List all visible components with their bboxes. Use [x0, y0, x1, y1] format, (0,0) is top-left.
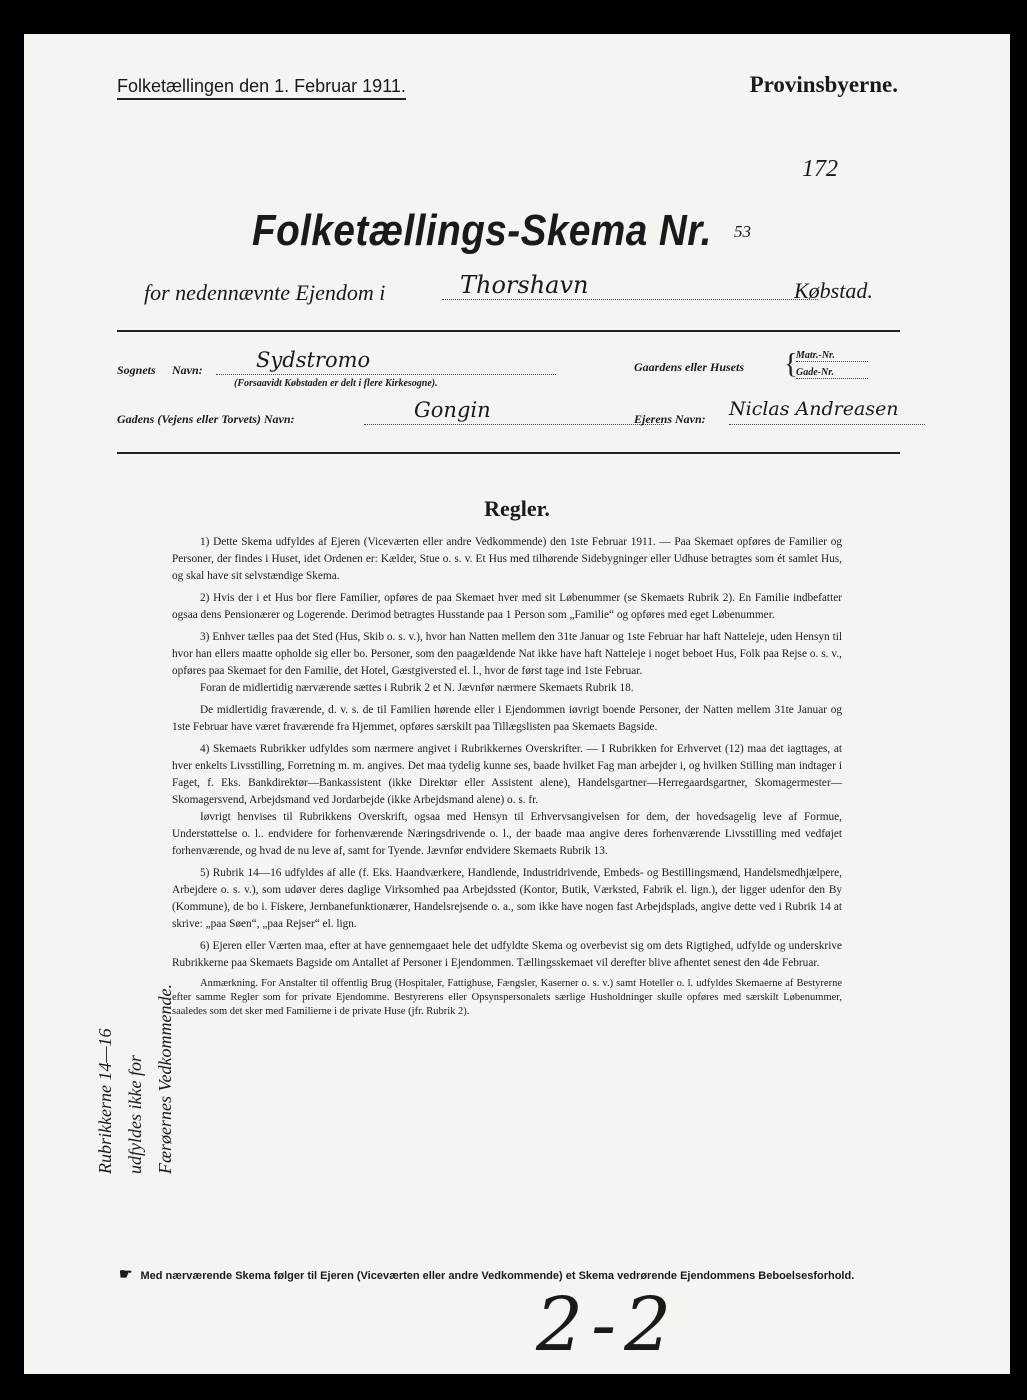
rule-paragraph: 2) Hvis der i et Hus bor flere Familier, opføres de paa Skemaet hver med sit Løbenummer (se Skemaets Rubrik 2). En Familie indbefatter ogsaa dens Pensionærer og Logerende. Derimod betragtes Husstande paa 1 Person som „Familie“ og opføres med eget Løbenummer. — [172, 592, 842, 621]
rule-paragraph: 4) Skemaets Rubrikker udfyldes som nærmere angivet i Rubrikkernes Overskrifter. — I Rubrikken for Erhvervet (12) maa det iagttages, at hver enkelts Livsstilling, Forretning m. m. angives. Det maa tydelig kunne ses, baade hvilket Fag man arbejder i, og hvilken Stilling man indtager i Faget, f. Eks. Bankdirektør—Bankassistent (ikke Direktør eller Assistent alene), Handelsgartner—Herregaardsgartner, Skomagermester—Skomagersvend, Arbejdsmand ved Jordarbejde (ikke Arbejdsmand alene) o. s. fr. — [172, 743, 842, 806]
parish-value: Sydstromo — [216, 348, 556, 375]
rule-paragraph: 6) Ejeren eller Værten maa, efter at have gennemgaaet hele det udfyldte Skema og overbevist sig om dets Rigtighed, udfylde og underskrive Rubrikkerne paa Skemaets Bagside om Antallet af Personer i Ejendommen. Tællingsskemaet vil derefter blive afhentet senest den 4de Februar. — [172, 940, 842, 969]
page-number: 172 — [802, 156, 838, 182]
matr-label: Matr.-Nr. — [796, 350, 868, 362]
parish-note: (Forsaavidt Købstaden er delt i flere Kirkesogne). — [234, 378, 438, 389]
farm-label: Gaardens eller Husets — [634, 360, 745, 374]
rule-paragraph: Iøvrigt henvises til Rubrikkens Overskrift, ogsaa med Hensyn til Erhvervsangivelsen for dem, der hovedsagelig leve af Formue, Understøttelse o. l.. endvidere for forhenværende Næringsdrivende o. l., der baade maa angive deres forhenværende Livsstilling med vedføjet forhenværende, og hvad de nu leve af, samt for Tyende. Jævnfør endvidere Skemaets Rubrik 13. — [172, 811, 842, 857]
property-suffix: Købstad. — [794, 278, 873, 303]
footer-note — [119, 1266, 859, 1285]
parish-label-1: Sognets — [117, 363, 156, 377]
brace-glyph: { — [784, 349, 798, 380]
parish-label-2: Navn: — [172, 363, 203, 377]
top-divider — [117, 330, 900, 332]
region-heading: Provinsbyerne. — [749, 72, 898, 97]
form-number: 53 — [734, 222, 751, 241]
rule-paragraph: De midlertidig fraværende, d. v. s. de til Familien hørende eller i Ejendommen iøvrigt boende Personer, der Natten mellem 31te Januar og 1ste Februar have været fraværende fra Hjemmet, opføres særskilt paa Tillægslisten paa Skemaets Bagside. — [172, 704, 842, 733]
note-paragraph: Anmærkning. For Anstalter til offentlig Brug (Hospitaler, Fattighuse, Fængsler, Kaserner o. s. v.) samt Hoteller o. l. udfyldes Skemaerne af Bestyrerne efter samme Regler som for private Ejendomme. Bestyrerens eller Opsynspersonalets særlige Husholdninger skulle opføres med særskilt Løbenummer, saaledes som det sker med Familierne i de private Huse (jfr. Rubrik 2). — [172, 978, 842, 1017]
town-value: Thorshavn — [442, 271, 818, 300]
margin-note-line: udfyldes ikke for — [125, 1055, 145, 1174]
rules-body — [172, 534, 842, 1024]
handwritten-number: 2-2 — [536, 1282, 680, 1368]
owner-value: Niclas Andreasen — [729, 398, 925, 425]
rules-heading: Regler. — [484, 496, 550, 521]
street-value: Gongin — [364, 398, 664, 425]
margin-note — [90, 934, 180, 1174]
pointing-hand-icon: ☛ — [119, 1266, 133, 1283]
owner-label: Ejerens Navn: — [634, 412, 706, 426]
footer-text: Med nærværende Skema følger til Ejeren (Viceværten eller andre Vedkommende) et Skema vedrørende Ejendommens Beboelsesforhold. — [140, 1270, 855, 1282]
gade-label: Gade-Nr. — [796, 367, 868, 379]
street-label: Gadens (Vejens eller Torvets) Navn: — [117, 412, 295, 426]
margin-note-line: Rubrikkerne 14—16 — [95, 1028, 115, 1174]
census-date-heading: Folketællingen den 1. Februar 1911. — [117, 76, 406, 100]
rule-paragraph: 5) Rubrik 14—16 udfyldes af alle (f. Eks. Haandværkere, Handlende, Industridrivende, Embeds- og Bestillingsmænd, Handelsmedhjælpere, Arbejdere o. s. v.), som udøver deres daglige Virksomhed paa Arbejdssted (Kontor, Butik, Værksted, Fabrik el. lign.), der ligger udenfor den By (Kommune), de bo i. Fiskere, Jernbanefunktionærer, Handelsrejsende o. a., som ikke have nogen fast Arbejdsplads, angive dette ved i Rubrik 14 at skrive: „paa Søen“, „paa Rejser“ el. lign. — [172, 867, 842, 930]
rule-paragraph: 3) Enhver tælles paa det Sted (Hus, Skib o. s. v.), hvor han Natten mellem den 31te Januar og 1ste Februar har haft Natteleje, uden Hensyn til hvor han ellers maatte opholde sig eller bo. Personer, som den paagældende Nat ikke have haft Natteleje i noget beboet Hus, Folk paa Rejse o. s. v., opføres paa Skemaet for den Familie, det Hotel, Gæstgiversted el. l., hvor de først tage ind 1ste Februar. — [172, 631, 842, 677]
margin-note-line: Færøernes Vedkommende. — [155, 984, 175, 1174]
form-title: Folketællings-Skema Nr. — [252, 206, 712, 255]
census-form-page — [24, 34, 1010, 1374]
rule-paragraph: Foran de midlertidig nærværende sættes i Rubrik 2 et N. Jævnfør nærmere Skemaets Rubrik 18. — [200, 682, 634, 694]
bottom-divider — [117, 452, 900, 454]
rule-paragraph: 1) Dette Skema udfyldes af Ejeren (Viceværten eller andre Vedkommende) den 1ste Februar 1911. — Paa Skemaet opføres de Familier og Personer, der findes i Huset, idet Ordenen er: Kælder, Stue o. s. v. Et Hus med tilhørende Sidebygninger eller Udhuse betragtes som ét samlet Hus, og skal have sit selvstændige Skema. — [172, 536, 842, 582]
property-prefix: for nedennævnte Ejendom i — [144, 280, 386, 305]
